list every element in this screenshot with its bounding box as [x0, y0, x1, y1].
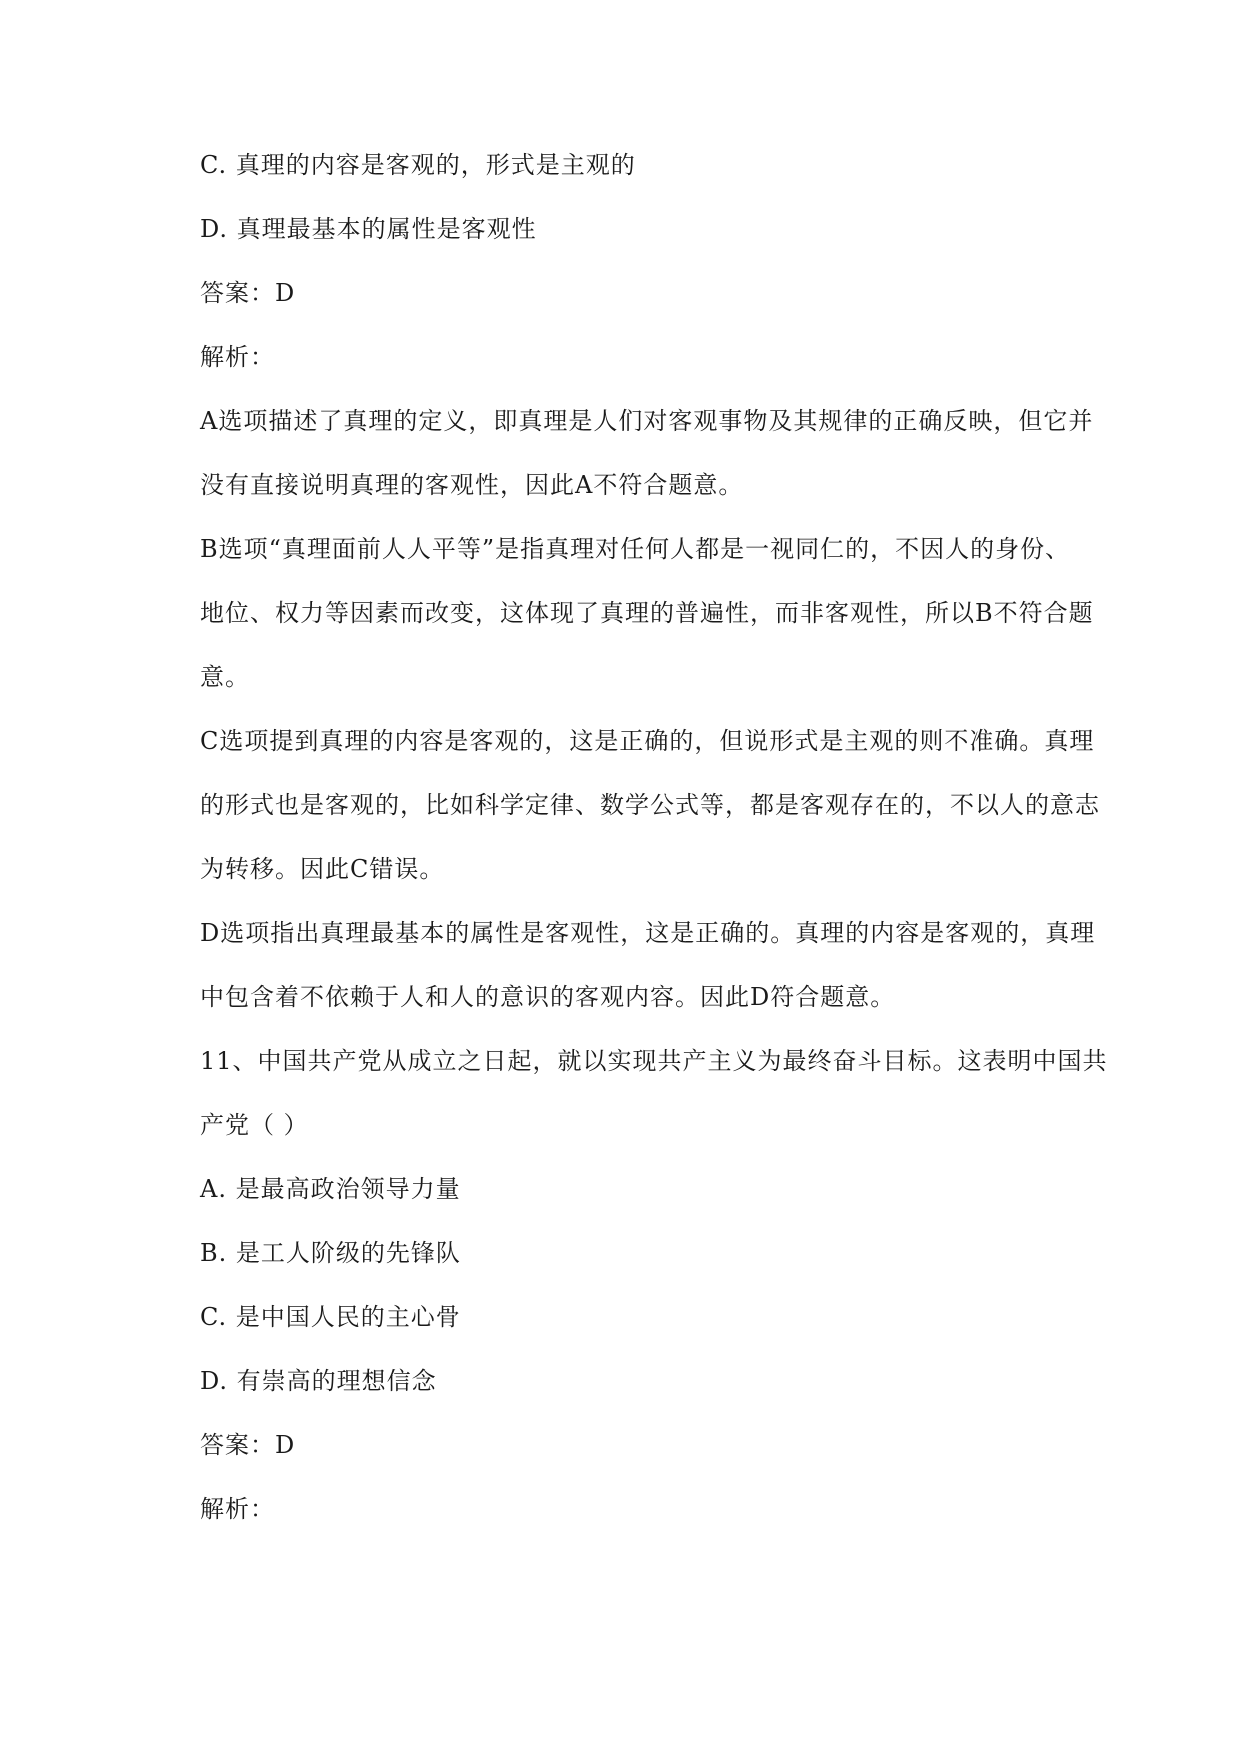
- analysis-heading: 解析：: [200, 343, 275, 371]
- question-11-option-c: C. 是中国人民的主心骨: [200, 1303, 461, 1331]
- question-11-line-1: 11、中国共产党从成立之日起，就以实现共产主义为最终奋斗目标。这表明中国共: [200, 1047, 1108, 1075]
- analysis-b-line-2: 地位、权力等因素而改变，这体现了真理的普遍性，而非客观性，所以B不符合题: [200, 599, 1094, 627]
- analysis-c-line-1: C选项提到真理的内容是客观的，这是正确的，但说形式是主观的则不准确。真理: [200, 727, 1095, 755]
- analysis-d-line-2: 中包含着不依赖于人和人的意识的客观内容。因此D符合题意。: [200, 983, 896, 1011]
- analysis-c-line-2: 的形式也是客观的，比如科学定律、数学公式等，都是客观存在的，不以人的意志: [200, 791, 1100, 819]
- question-11-option-a: A. 是最高政治领导力量: [200, 1175, 461, 1203]
- option-c-previous-question: C. 真理的内容是客观的，形式是主观的: [200, 151, 636, 179]
- analysis-c-line-3: 为转移。因此C错误。: [200, 855, 445, 883]
- analysis-b-line-3: 意。: [200, 663, 250, 691]
- question-11-option-d: D. 有崇高的理想信念: [200, 1367, 437, 1395]
- question-11-option-b: B. 是工人阶级的先锋队: [200, 1239, 461, 1267]
- option-d-previous-question: D. 真理最基本的属性是客观性: [200, 215, 537, 243]
- analysis-a-line-2: 没有直接说明真理的客观性，因此A不符合题意。: [200, 471, 744, 499]
- question-11-line-2: 产党（ ）: [200, 1111, 309, 1139]
- analysis-b-line-1: B选项“真理面前人人平等”是指真理对任何人都是一视同仁的，不因人的身份、: [200, 535, 1071, 563]
- question-11-analysis-heading: 解析：: [200, 1495, 275, 1523]
- answer-line: 答案：D: [200, 279, 296, 307]
- analysis-d-line-1: D选项指出真理最基本的属性是客观性，这是正确的。真理的内容是客观的，真理: [200, 919, 1096, 947]
- analysis-a-line-1: A选项描述了真理的定义，即真理是人们对客观事物及其规律的正确反映，但它并: [200, 407, 1094, 435]
- question-11-answer: 答案：D: [200, 1431, 296, 1459]
